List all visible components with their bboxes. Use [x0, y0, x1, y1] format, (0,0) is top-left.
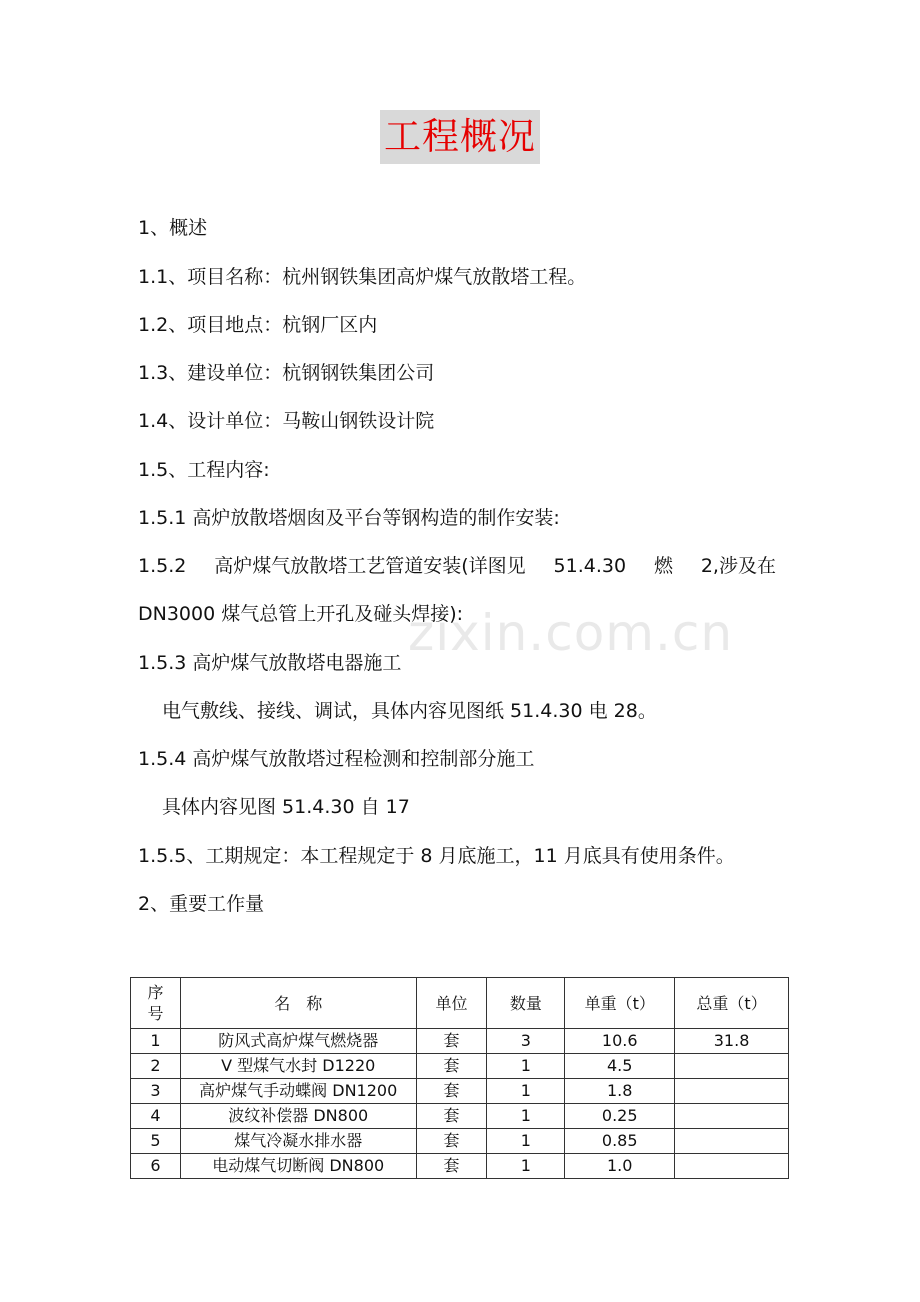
item-1-5-2-part: 燃 [653, 555, 673, 577]
cell-name: 波纹补偿器 DN800 [180, 1104, 416, 1129]
cell-name: 高炉煤气手动蝶阀 DN1200 [180, 1079, 416, 1104]
item-1-5-2-part: 1.5.2 [138, 555, 187, 577]
table-row [131, 1104, 789, 1129]
project-name: 1.1、项目名称：杭州钢铁集团高炉煤气放散塔工程。 [138, 266, 587, 288]
cell-unit-weight: 1.8 [565, 1079, 675, 1104]
design-unit: 1.4、设计单位：马鞍山钢铁设计院 [138, 410, 435, 432]
item-1-5-3-detail: 电气敷线、接线、调试，具体内容见图纸 51.4.30 电 28。 [162, 700, 657, 722]
cell-quantity: 3 [487, 1029, 565, 1054]
section-overview: 1、概述 [138, 217, 208, 239]
table-row [131, 1154, 789, 1179]
cell-quantity: 1 [487, 1154, 565, 1179]
cell-unit: 套 [416, 1104, 487, 1129]
cell-index: 2 [131, 1054, 181, 1079]
table-row [131, 1029, 789, 1054]
workload-table [130, 977, 789, 1179]
col-header-total-weight: 总重（t） [675, 978, 789, 1029]
cell-index: 3 [131, 1079, 181, 1104]
cell-name: 防风式高炉煤气燃烧器 [180, 1029, 416, 1054]
cell-unit: 套 [416, 1154, 487, 1179]
page-title: 工程概况 [380, 110, 540, 164]
cell-name: V 型煤气水封 D1220 [180, 1054, 416, 1079]
project-content: 1.5、工程内容: [138, 459, 270, 481]
title-container [0, 110, 920, 164]
cell-index: 5 [131, 1129, 181, 1154]
cell-total-weight [675, 1054, 789, 1079]
cell-unit: 套 [416, 1029, 487, 1054]
cell-total-weight: 31.8 [675, 1029, 789, 1054]
cell-quantity: 1 [487, 1079, 565, 1104]
item-1-5-5: 1.5.5、工期规定：本工程规定于 8 月底施工，11 月底具有使用条件。 [138, 845, 735, 867]
cell-unit: 套 [416, 1054, 487, 1079]
item-1-5-4: 1.5.4 高炉煤气放散塔过程检测和控制部分施工 [138, 748, 535, 770]
cell-quantity: 1 [487, 1054, 565, 1079]
table-row [131, 1079, 789, 1104]
col-header-quantity: 数量 [487, 978, 565, 1029]
cell-unit: 套 [416, 1129, 487, 1154]
cell-index: 6 [131, 1154, 181, 1179]
cell-total-weight [675, 1104, 789, 1129]
cell-unit-weight: 4.5 [565, 1054, 675, 1079]
project-location: 1.2、项目地点：杭钢厂区内 [138, 314, 378, 336]
cell-quantity: 1 [487, 1129, 565, 1154]
section-workload: 2、重要工作量 [138, 893, 265, 915]
table-row [131, 1054, 789, 1079]
cell-name: 煤气冷凝水排水器 [180, 1129, 416, 1154]
item-1-5-3: 1.5.3 高炉煤气放散塔电器施工 [138, 652, 402, 674]
table-header-row [131, 978, 789, 1029]
cell-unit-weight: 10.6 [565, 1029, 675, 1054]
item-1-5-2-part: 51.4.30 [553, 555, 627, 577]
item-1-5-2 [138, 553, 776, 579]
table-body [131, 1029, 789, 1179]
cell-unit-weight: 1.0 [565, 1154, 675, 1179]
cell-total-weight [675, 1154, 789, 1179]
cell-index: 4 [131, 1104, 181, 1129]
col-header-unit-weight: 单重（t） [565, 978, 675, 1029]
item-1-5-1: 1.5.1 高炉放散塔烟囱及平台等钢构造的制作安装: [138, 507, 560, 529]
cell-name: 电动煤气切断阀 DN800 [180, 1154, 416, 1179]
col-header-index: 序号 [131, 978, 181, 1029]
item-1-5-4-detail: 具体内容见图 51.4.30 自 17 [162, 796, 410, 818]
watermark: zixin.com.cn [408, 604, 734, 662]
item-1-5-2-part: 2,涉及在 [700, 555, 776, 577]
cell-unit: 套 [416, 1079, 487, 1104]
cell-total-weight [675, 1129, 789, 1154]
cell-quantity: 1 [487, 1104, 565, 1129]
cell-total-weight [675, 1079, 789, 1104]
item-1-5-2-part: 高炉煤气放散塔工艺管道安装(详图见 [214, 555, 526, 577]
cell-index: 1 [131, 1029, 181, 1054]
construction-unit: 1.3、建设单位：杭钢钢铁集团公司 [138, 362, 435, 384]
col-header-name: 名 称 [180, 978, 416, 1029]
item-1-5-2-continued: DN3000 煤气总管上开孔及碰头焊接): [138, 603, 464, 625]
table-row [131, 1129, 789, 1154]
cell-unit-weight: 0.25 [565, 1104, 675, 1129]
cell-unit-weight: 0.85 [565, 1129, 675, 1154]
col-header-unit: 单位 [416, 978, 487, 1029]
